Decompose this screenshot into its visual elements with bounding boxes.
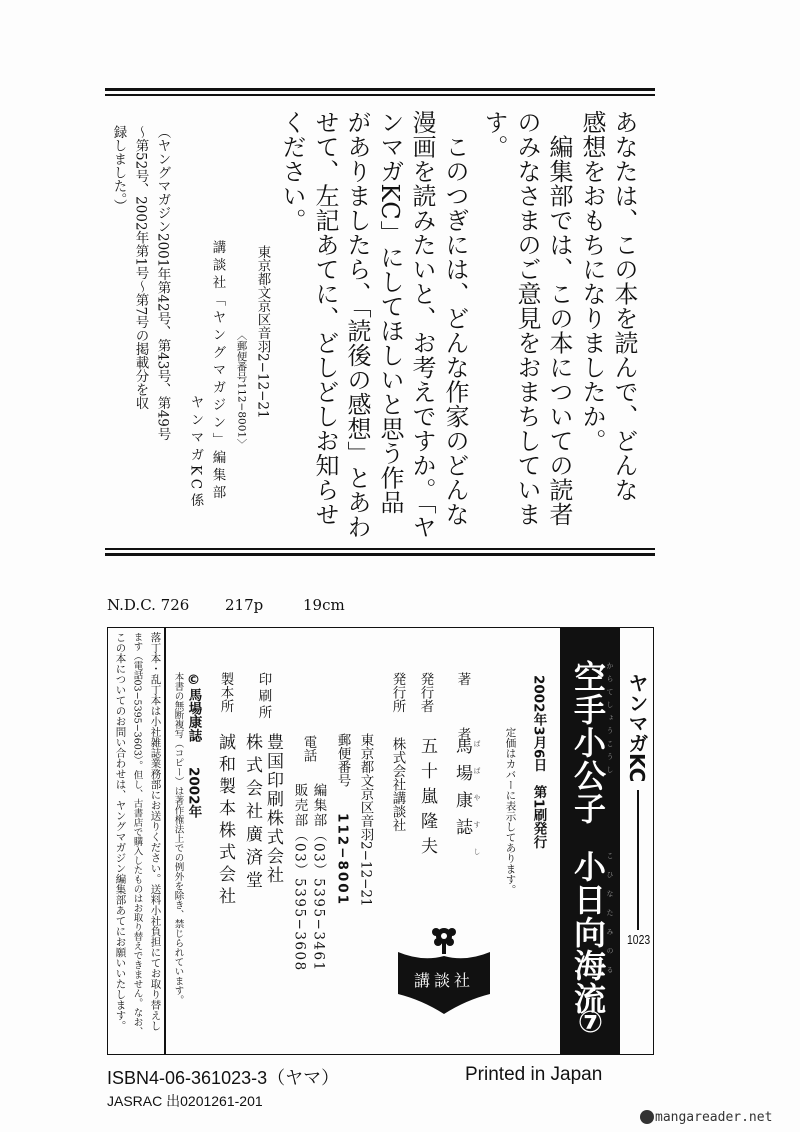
title-ruby-1: からてしょうこうし [606, 662, 614, 779]
publisher-address: 東京都文京区音羽2−12−21 [357, 733, 374, 907]
printer-2: 株式会社廣済堂 [242, 733, 262, 894]
jasrac-code: JASRAC 出0201261-201 [107, 1093, 263, 1109]
watermark-logo-icon [640, 1110, 654, 1124]
source-line: 録しました。） [110, 125, 127, 213]
printer-1: 豊国印刷株式会社 [263, 733, 283, 885]
letter-line: 編集部では、この本についての読者 [545, 110, 573, 527]
source-line: （ヤングマガジン2001年第42号、第43号、第49号 [154, 125, 171, 441]
publisher-person-label: 発行者 [417, 672, 434, 713]
letter-line: 漫画を読みたいと、お考えですか。「ヤ [408, 110, 436, 539]
returns-line: ます（電話03−5395−3603）。但し、古書店で購入したものはお取り替えできません。なお、 [131, 632, 143, 1037]
price-note: 定価はカバーに表示してあります。 [504, 727, 517, 895]
title-ruby-2: こひなたみのる [606, 852, 614, 985]
postal-code: 112−8001 [334, 813, 351, 907]
watermark: mangareader.net [655, 1110, 773, 1125]
letter-line: あなたは、この本を読んで、どんな [610, 110, 638, 502]
top-rule-inner [105, 94, 655, 96]
letter-line: す。 [480, 110, 508, 159]
series-number: 1023 [627, 932, 651, 947]
publisher-person: 五十嵐隆夫 [417, 737, 437, 862]
publish-date: 2002年3月6日 第1刷発行 [530, 675, 547, 849]
kodansha-logo [396, 922, 492, 1014]
returns-line: この本についてのお問い合わせは、ヤングマガジン編集部あてにお願いいたします。 [114, 632, 127, 1031]
publisher-label: 発行所 [389, 672, 406, 713]
logo-text: 講談社 [414, 971, 475, 990]
box-divider [164, 627, 166, 1055]
letter-line: のみなさまのご意見をおまちしていま [513, 110, 541, 527]
volume-number: ⑦ [573, 1005, 608, 1040]
binder-label: 製本所 [217, 672, 234, 713]
returns-line: 落丁本・乱丁本は小社雑誌業務部にお送りください。送料小社負担にてお取り替えし [149, 632, 162, 1031]
phone-label: 電話 [300, 735, 317, 762]
ndc-code: N.D.C. 726 [107, 596, 190, 614]
letter-line: せて、左記あてに、どしどしお知らせ [311, 110, 339, 527]
author-label: 著 者 [454, 672, 471, 755]
printer-label: 印刷所 [255, 672, 272, 722]
bottom-rule-inner [105, 548, 655, 550]
letter-line: 感想をおもちになりましたか。 [578, 110, 606, 453]
title-part-2: 小日向海流 [569, 850, 607, 1015]
series-line [637, 790, 639, 930]
letter-section: ヤンマガKC係 [187, 395, 204, 511]
phone-sales: 販売部（03）5395−3608 [291, 783, 308, 972]
author-ruby: ばばやすし [473, 740, 481, 875]
title-part-1: 空手小公子 [569, 660, 607, 825]
copy-notice: 本書の無断複写（コピー）は著作権法上での例外を除き、禁じられています。 [172, 672, 184, 1005]
series-name: ヤンマガKC [625, 673, 649, 783]
letter-postal: 〈郵便番号112−8001〉 [235, 330, 248, 449]
publisher: 株式会社講談社 [389, 737, 406, 832]
letter-line: このつぎには、どんな作家のどんな [441, 110, 469, 527]
isbn: ISBN4-06-361023-3（ヤマ） [107, 1068, 340, 1088]
postal-label: 郵便番号 [334, 733, 351, 787]
binder: 誠和製本株式会社 [215, 733, 235, 909]
bottom-rule [105, 553, 655, 556]
letter-line: ください。 [278, 110, 306, 233]
top-rule [105, 88, 655, 91]
page-count: 217p [225, 596, 264, 614]
letter-address: 東京都文京区音羽2−12−21 [254, 245, 271, 419]
author: 馬場康誌 [452, 737, 472, 845]
printed-in-japan: Printed in Japan [465, 1064, 603, 1085]
letter-dept: 講談社「ヤングマガジン」編集部 [209, 240, 226, 503]
source-line: 〜第52号、2002年第1号〜第7号の掲載分を収 [132, 125, 149, 410]
letter-line: がありましたら、「読後の感想」とあわ [343, 110, 371, 539]
phone-editorial: 編集部（03）5395−3461 [310, 783, 327, 972]
book-size: 19cm [303, 596, 345, 614]
letter-line: ンマガKC」にしてほしいと思う作品 [376, 110, 404, 515]
copyright: ©馬場康誌 [185, 672, 202, 742]
copyright-year: 2002年 [185, 767, 202, 819]
